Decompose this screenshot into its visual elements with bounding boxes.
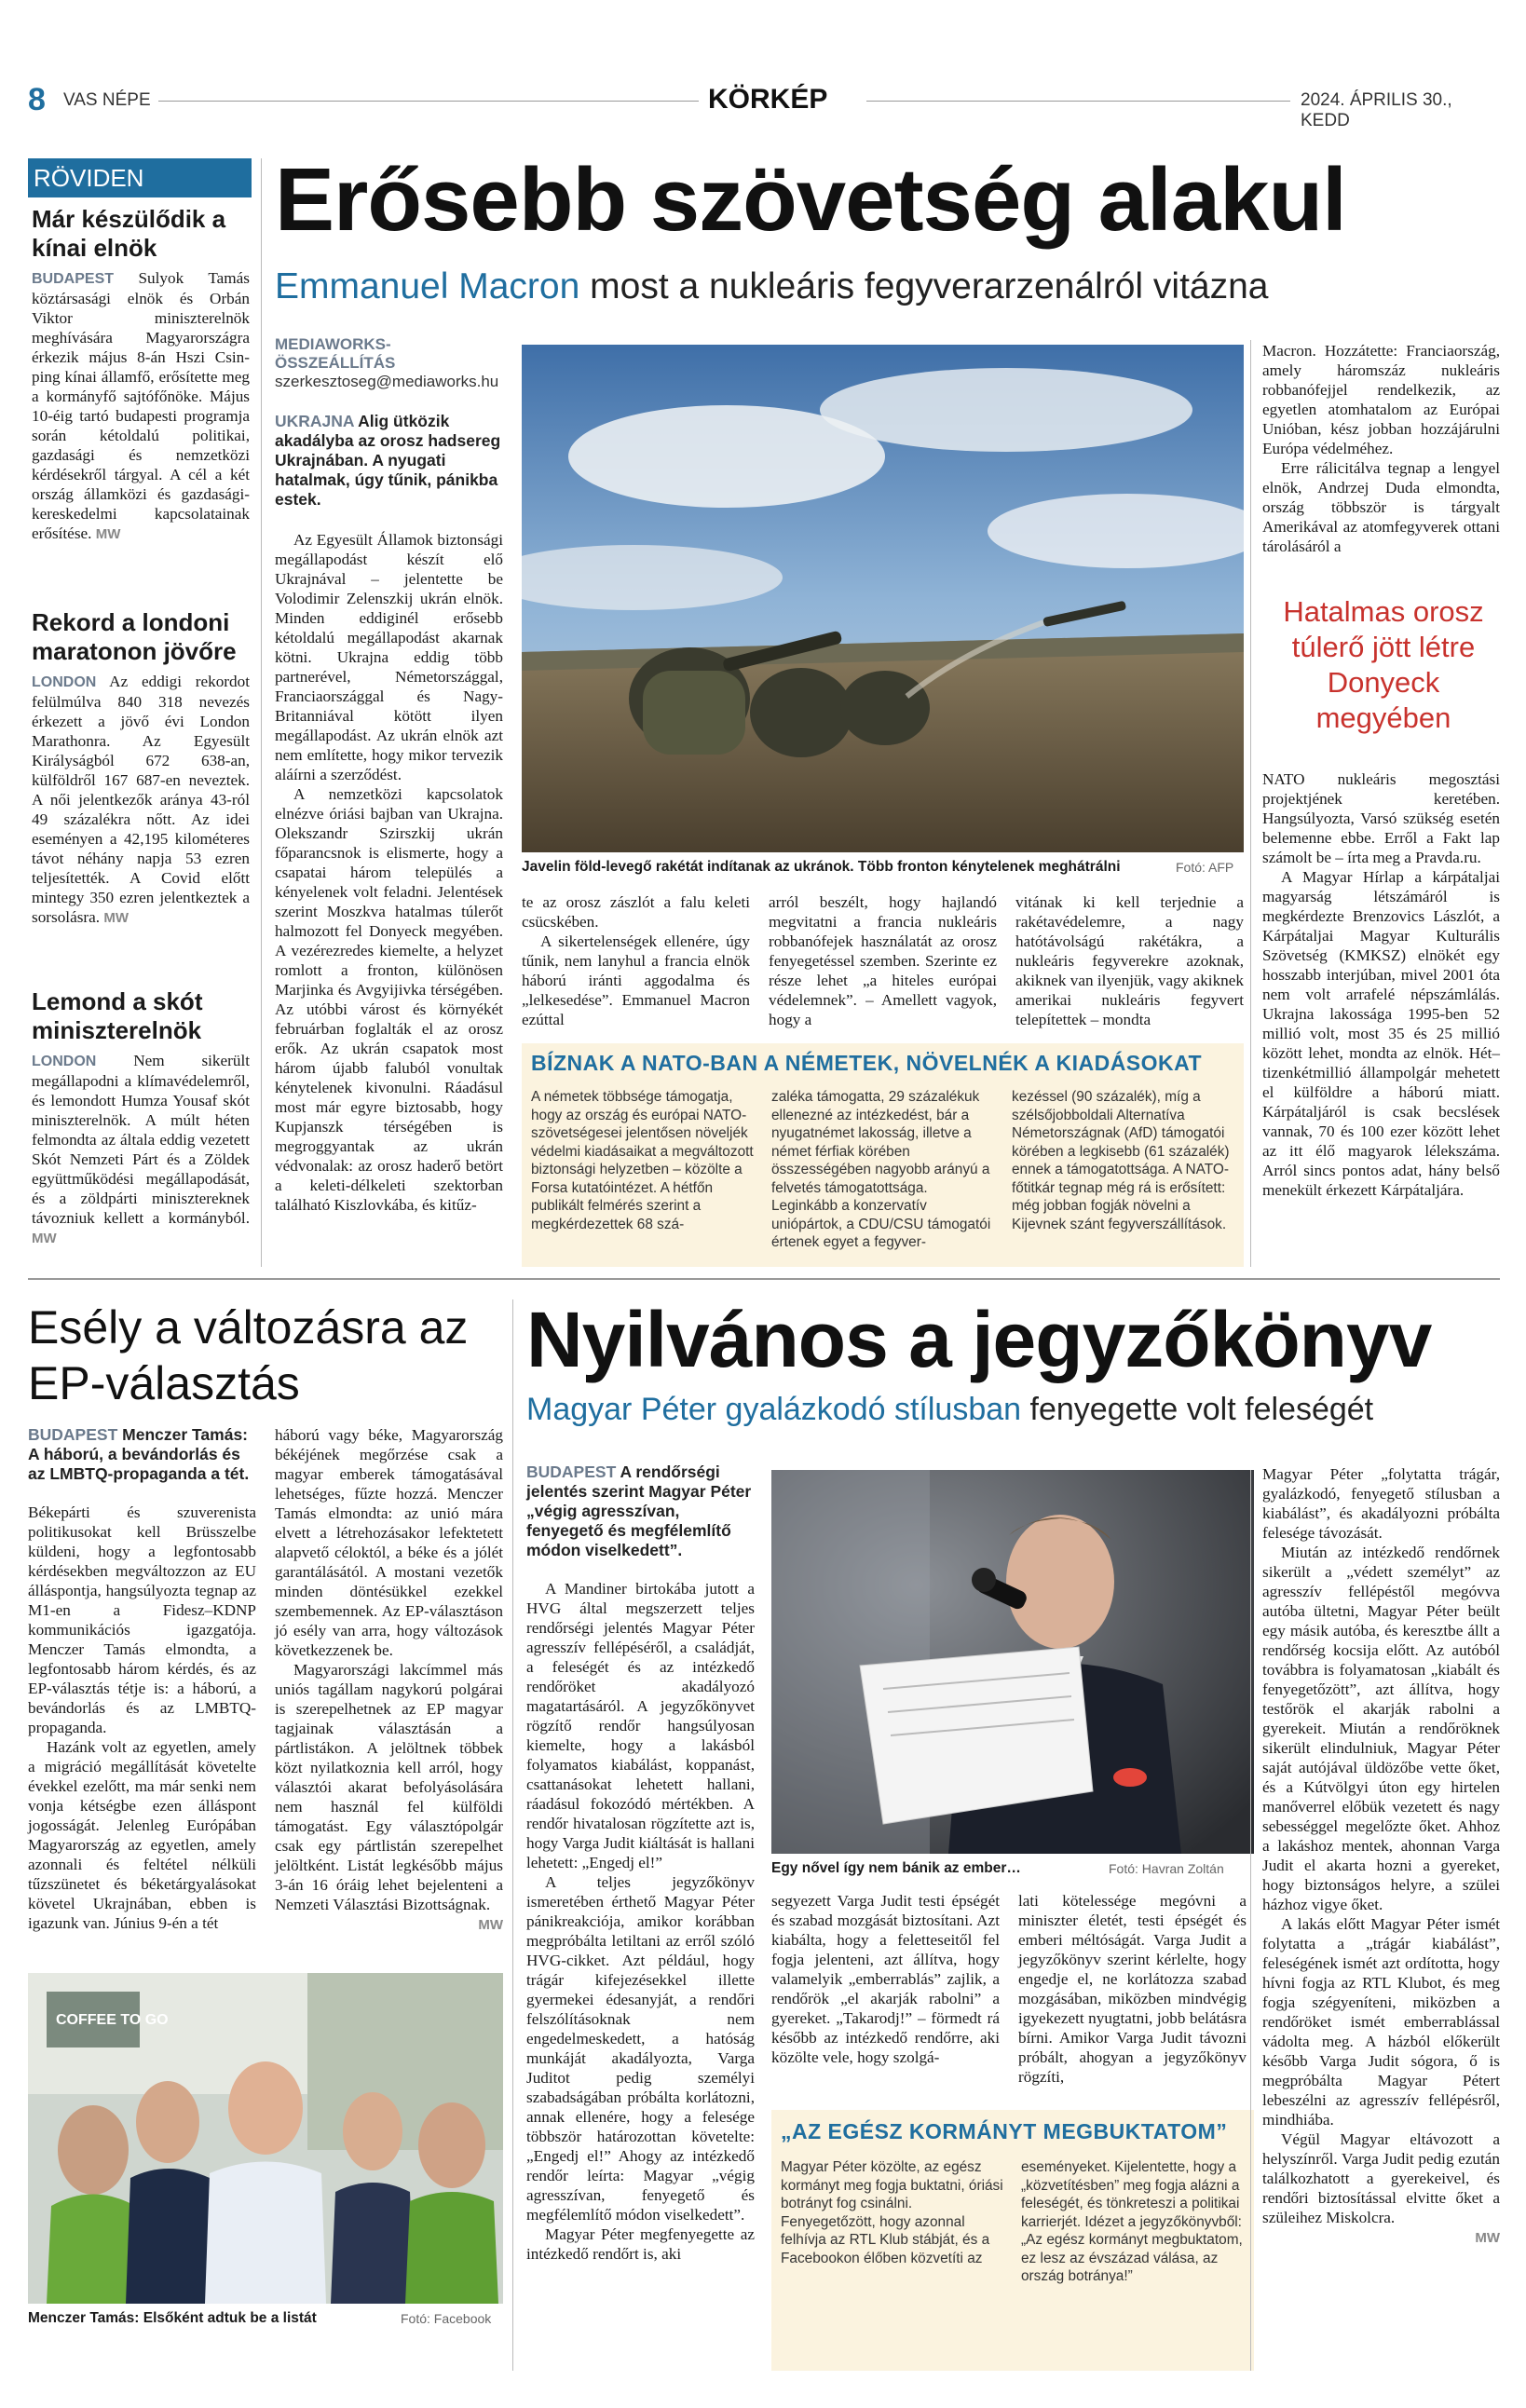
story3-col3: lati kötelessége megóvni a miniszter életét, testi épségét és emberi méltóságát. Varga Judit a jegyzőkönyv szerint kérlelte, hogy engedje el, ne korlátozza szabad mozgásában, miközben mindvégig igyekezett nyugtatni, jobb belátásra bírni. Amikor Varga Judit távozni próbált, ahogyan a jegyzőkönyv rögzíti, [1018,1892,1247,2086]
brief-sign: MW [32,1231,57,1246]
nato-box-col2: zaléka támogatta, 29 százalékuk ellenezné az intézkedést, bár a nyugatnémet lakosság, illetve a német férfiak körében összességében nagyobb arányú a felvetés támogatottsága. Leginkább a konzervatív uniópártok, a CDU/CSU támogatói értenek egyet a fegyver- [771,1089,991,1250]
brief-location: LONDON [32,674,97,690]
story2-photo-menczer [28,1973,503,2304]
brief-location: LONDON [32,1054,97,1069]
brief-sign: MW [103,910,129,926]
brief-item [32,608,250,928]
brief-text: Nem sikerült megállapodni a klímavédelemről, és lemondott Humza Yousaf skót miniszterelnök. A múlt héten felmondta az általa eddig vezetett Skót Nemzeti Párt és a Zöldek együttműködési megállapodását, és a zöldpárti minisztereknek távozniuk kellett a kormányból. [32,1052,251,1227]
story3-subheadline [526,1390,1500,1429]
section-name: KÖRKÉP [708,84,828,115]
story1-email[interactable]: szerkesztoseg@mediaworks.hu [275,373,499,390]
page-number: 8 [28,82,46,117]
story1-col5b: NATO nukleáris megosztási projektjének keretében. Hangsúlyozta, Varsó szükség esetén belemenne ebbe. Erről a Fakt lap számolt be – írta meg a Pravda.ru. A Magyar Hírlap a kárpátaljai magyarság létszámáról is megkérdezte Brenzovics Lászlót, a Kárpátaljai Magyar Kulturális Szövetség (KMKSZ) elnökét egy hosszabb interjúban, mivel 2001 óta nem volt arrafelé népszámlálás. Ukrajna lakossága 1995-ben 52 millió volt, most 35 és 25 millió között lehet, mondta az elnök. Hét–tizenkétmillió állampolgár mehetett el külföldre a háború miatt. Kárpátaljáról is csak becslések vannak, 70 és 100 ezer között lehet az itt élő magyarok lélekszáma. Arról sincs pontos adat, hány belső menekült érkezett Kárpátaljára. [1262,770,1500,1199]
story3-sub-highlight: Magyar Péter gyalázkodó stílusban [526,1392,1022,1427]
story1-col2: te az orosz zászlót a falu keleti csücskében. A sikertelenségek ellenére, úgy tűnik, nem lanyhul a francia elnök háború iránti aggodalma és „lelkesedése”. Emmanuel Macron ezúttal [522,893,750,1028]
story1-sub-rest: most a nukleáris fegyverarzenálról vitázna [590,266,1269,306]
nato-box-col1: A németek többsége támogatja, hogy az ország és európai NATO-szövetségesei jelentősen növeljék védelmi kiadásaikat a megváltozott biztonsági helyzetben – közölte a Forsa kutatóintézet. A hétfőn publikált felmérés szerint a megkérdezettek 68 szá- [531,1089,754,1232]
story2-photo-caption: Menczer Tamás: Elsőként adtuk be a listát [28,2310,317,2326]
paragraph: A nemzetközi kapcsolatok elnézve óriási bajban van Ukrajna. Olekszandr Szirszkij ukrán főparancsnok is elismerte, hogy a csapatai három település a kényelenek volt feladni. Jelentések szerint Moszkva hatalmas túlerőt halmozott fel Donyeck megyében. A vezérezredes kiemelte, a helyzet romlott a fronton, különösen Marjinka és Avgyijivka térségében. Az utóbbi várost és környékét februárban foglalták el az orosz erők. Az ukrán csapatok most három újabb faluból vonultak kénytelenek kivonulni. Ráadásul most már egyre biztosabb, hogy Kupjanszk térségében is megroggyantak az ukrán védvonalak: az orosz haderő betört a keleti-délkeleti szektorban található Kiszlovkába, és kitűz- [275,785,503,1214]
story2-col1: BUDAPEST Menczer Tamás: A háború, a bevándorlás és az LMBTQ-propaganda a tét. Békepárti és szuverenista politikusokat kell Brüsszelbe küldeni, hogy a legfontosabb kérdésekben megváltozzon az EU álláspontja, hangsúlyozta tegnap az M1-en a Fidesz–KDNP kommunikációs igazgatója. Menczer Tamás elmondta, a legfontosabb három kérdés, és az EP-választás tétje is: a háború, a bevándorlás és az LMBTQ-propaganda. Hazánk volt az egyetlen, amely a migráció megállítását követelte évekkel ezelőtt, ma már senki nem vonja kétségbe ezen álláspont jogosságát. Jelenleg Európában Magyarország az egyetlen, amely azonnali és feltétel nélküli tűzszünetet és béketárgyalásokat követel Ukrajnában, ebben is igazunk van. Június 9-én a tét [28,1425,256,1932]
paper-name: VAS NÉPE [63,90,151,110]
story1-col4: vitának ki kell terjednie a rakétavédelemre, a nagy hatótávolságú rakétákra, a nukleáris fegyverekre azoknak, akiknek van ilyenjük, vagy akiknek amerikai nukleáris fegyvert telepítettek – mondta [1015,893,1244,1028]
brief-sign: MW [95,526,121,542]
kormany-box-col1: Magyar Péter közölte, az egész kormányt meg fogja buktatni, óriási botrányt fog csinálni. Fenyegetőzött, hogy azonnal felhívja az RTL Klub stábját, és a Facebookon élőben közvetíti az [781,2159,1003,2266]
nato-box-col3: kezéssel (90 százalék), míg a szélsőjobboldali Alternatíva Németországnak (AfD) támogatói körében a legkisebb (61 százalék) ennek a támogatottsága. A NATO-főtitkár tegnap még rá is erősített: még jobban fogják növelni a Kijevnek szánt fegyverszállítások. [1012,1089,1230,1232]
brief-item [32,987,250,1248]
story1-photo-credit: Fotó: AFP [1176,860,1234,875]
story3-headline: Nyilvános a jegyzőkönyv [526,1296,1432,1383]
paragraph: Az Egyesült Államok biztonsági megállapodást készít elő Ukrajnával – jelentette be Volodimir Zelenszkij ukrán elnök. Minden eddiginél erősebb kétoldalú megállapodást akarnak kötni. Ukrajna eddig több partnerével, Németországgal, Franciaországgal és Nagy-Britanniával kötött ilyen megállapodást. Az ukrán elnök azt nem említette, hogy mikor tervezik aláírni a szerződést. [275,531,503,783]
story2-photo-credit: Fotó: Facebook [401,2311,492,2326]
brief-item [32,205,250,544]
story3-photo-speaker [771,1470,1254,1854]
story1-kicker: UKRAJNA [275,412,354,430]
story1-photo-javelin [522,345,1244,852]
story1-lead: UKRAJNA Alig ütközik akadályba az orosz hadsereg Ukrajnában. A nyugati hatalmak, úgy tűnik, pánikba estek. [275,412,501,509]
page-header [28,82,1500,130]
story1-col3: arról beszélt, hogy hajlandó megvitatni a francia nukleáris robbanófejek használatát az orosz fenyegetéssel szemben. Szerinte ez része lehet „a hiteles európai védelemnek”. – Amellett vagyok, hogy a [769,893,997,1028]
story2-kicker: BUDAPEST [28,1425,118,1444]
story1-headline: Erősebb szövetség alakul [275,150,1346,250]
brief-text: Az eddigi rekordot felülmúlva 840 318 nevezés érkezett a jövő évi London Marathonra. Az Egyesült Királyságból 672 638-an, külföldről 167 687-en neveztek. A női jelentkezők aránya 43-ról 49 százalékra nőtt. Az idei eseményen a 42,195 kilométeres távot néhány napja 53 ezren teljesítették. A Covid előtt mintegy 350 ezren jelentkeztek a sorsolásra. [32,673,250,926]
story3-sub-rest: fenyegette volt feleségét [1029,1392,1374,1427]
story1-col5: Macron. Hozzátette: Franciaország, amely háromszáz nukleáris robbanófejjel rendelkezik, az egyetlen atomhatalom az Európai Unióban, kész jobban hozzájárulni Európa védelméhez. Erre rálicitálva tegnap a lengyel elnök, Andrzej Duda elmondta, ország többször is tárgyalt Amerikával az atomfegyverek ottani tárolásáról a [1262,342,1500,555]
story1-pullquote: Hatalmas orosz túlerő jött létre Donyeck megyében [1283,595,1484,734]
story3-kicker: BUDAPEST [526,1462,617,1481]
story3-photo-caption: Egy nővel így nem bánik az ember… [771,1860,1021,1876]
coffee-sign-text: COFFEE TO GO [56,2012,169,2028]
roviden-sidebar [28,158,252,1267]
story1-photo-caption: Javelin föld-levegő rakétát indítanak az ukránok. Több fronton kénytelenek meghátrálni [522,859,1121,875]
story1-byline: MEDIAWORKS-ÖSSZEÁLLÍTÁS [275,335,396,372]
story3-lead: A rendőrségi jelentés szerint Magyar Péter „végig agresszívan, fenyegető és megfélemlítő módon viselkedett”. [526,1462,752,1559]
nato-box [522,1043,1244,1267]
story1-col1 [275,335,503,1215]
kormany-box [771,2110,1254,2371]
story3-sign: MW [1475,2230,1500,2246]
story3-col2: segyezett Varga Judit testi épségét és szabad mozgását biztosítani. Azt kiabálta, hogy a feletteseitől fel fogja jelenteni, azt állítva, hogy valamelyik „emberrablás” zajlik, a rendőrök „el akarják rabolni” a gyereket. „Takarodj!” – förmedt rá később az intézkedő rendőrre, aki közölte vele, hogy szolgá- [771,1892,1000,2066]
story2-headline: Esély a változásra az EP-választás [28,1301,469,1409]
brief-title: Rekord a londoni maratonon jövőre [32,608,237,665]
story1-sub-highlight: Emmanuel Macron [275,266,580,306]
brief-title: Lemond a skót miniszterelnök [32,987,203,1044]
story2-lead: Menczer Tamás: A háború, a bevándorlás és az LMBTQ-propaganda a tét. [28,1425,250,1483]
paragraph: A sikertelenségek ellenére, úgy tűnik, nem lanyhul a francia elnök háború iránti aggodalma és „lelkesedése”. Emmanuel Macron ezúttal [522,932,750,1028]
nato-box-title: BÍZNAK A NATO-BAN A NÉMETEK, NÖVELNÉK A KIADÁSOKAT [531,1051,1203,1075]
kormany-box-title: „AZ EGÉSZ KORMÁNYT MEGBUKTATOM” [781,2119,1228,2143]
story3-col4: Magyar Péter „folytatta trágár, gyalázkodó, fenyegető stílusban a kiabálást”, és akadályozni próbálta felesége távozását. Miután az intézkedő rendőrnek sikerült a „védett személyt” az agresszív fellépéstől megóvva autóba ültetni, Magyar Péter beült egy másik autóba, és keresztbe állt a rendőrség kocsija előtt. Az autóból továbbra is folyamatosan „kiabált és fenyegetőzött”, azt állítva, hogy testőrök el akarják rabolni a gyerekeit. Miután a rendőröknek sikerült elindulniuk, Magyar Péter saját autójával üldözőbe vette őket, és a Kútvölgyi úton egy hirtelen manőverrel előbük vezetett és nagy sebességgel megelőzte őket. Ahhoz a lakáshoz mentek, ahonnan Varga Judit el akarta hozni a gyereket, hogy biztonságos helyre, a szülei házhoz vigye őket. A lakás előtt Magyar Péter ismét folytatta a „trágár kiabálást”, feleségének ismét azt ordította, hogy hívni fogja az RTL Klubot, és meg fogja szégyeníteni, miközben a rendőröket ismét emberrablással vádolta meg. A házból előkerült később Varga Judit sógora, ő is megpróbálta Magyar Pétert lebeszélni az agresszív fellépésről, mindhiába. Végül Magyar eltávozott a helyszínről. Varga Judit pedig ezután találkozhatott a gyerekeivel, és rendőri biztosítással elvitte őket a szüleihez Miskolcra. MW [1262,1465,1500,2246]
story2-col2: háború vagy béke, Magyarország békéjének megőrzése csak a magyar emberek támogatásával lehetséges, fűzte hozzá. Menczer Tamás elmondta: az unió mára elvett a létrehozásakor lefektetett alapvető céloktól, a béke és a jólét garantálásától. A mostani vezetők minden döntésükkel ezekkel szembemennek. Az EP-választáson jó esély van arra, hogy változások következzenek be. Magyarországi lakcímmel más uniós tagállam nagykorú polgárai is szerepelhetnek az EP magyar tagjainak választásán a pártlistákon. A jelöltnek többek közt nyilatkoznia kell arról, hogy választói akarat befolyásolására nem használ fel külföldi támogatást. Egy választópolgár csak egy pártlistán szerepelhet jelöltként. Listát legkésőbb május 3-án 16 óráig lehet bejelenteni a Nemzeti Választási Bizottságnak. MW [275,1426,503,1933]
brief-title: Már készülődik a kínai elnök [32,205,226,262]
story1-subheadline [275,265,1505,308]
story3-photo-credit: Fotó: Havran Zoltán [1109,1861,1224,1876]
page-date: 2024. ÁPRILIS 30., KEDD [1301,90,1452,130]
story2-sign: MW [478,1917,503,1933]
roviden-label: RÖVIDEN [28,158,252,197]
kormany-box-col2: eseményeket. Kijelentette, hogy a „közvetítésben” meg fogja alázni a feleségét, és tönkreteszi a politikai karrierjét. Idézet a jegyzőkönyvből: „Az egész kormányt megbuktatom, ez lesz az évszázad válása, az ország botránya!” [1021,2159,1243,2284]
story3-col1: BUDAPEST A rendőrségi jelentés szerint Magyar Péter „végig agresszívan, fenyegető és megfélemlítő módon viselkedett”. A Mandiner birtokába jutott a HVG által megszerzett teljes rendőrségi jelentés Magyar Péter agresszív fellépéséről, a családját, a feleségét és az intézkedő rendőröket akadályozó magatartásáról. A jegyzőkönyvet rögzítő rendőr hangsúlyosan kiemelte, hogy a lakásból folyamatos kiabálást, koppanást, csattanásokat lehetett hallani, ráadásul fokozódó mértékben. A rendőr hivatalosan rögzítette azt is, hogy Varga Judit kiáltását is hallani lehetett: „Engedj el!” A teljes jegyzőkönyv ismeretében érthető Magyar Péter pánikreakciója, amikor korábban megpróbálta letiltani az erről szóló HVG-cikket. Azt például, hogy trágár kifejezésekkel illette gyermekei édesanyját, a rendőri felszólításoknak nem engedelmeskedett, a hatóság munkáját akadályozta, Varga Juditot pedig személyi szabadságában próbálta korlátozni, annak ellenére, hogy a felesége többször határozottan követelte: „Engedj el!” Ahogy az intézkedő rendőr leírta: Magyar „végig agresszívan, fenyegető és megfélemlítő módon viselkedett”. Magyar Péter megfenyegette az intézkedő rendőrt is, aki [526,1462,755,2263]
brief-text: Sulyok Tamás köztársasági elnök és Orbán Viktor miniszterelnök meghívására Magyarországra érkezik május 8-án Hszi Csin-ping kínai államfő, erősítette meg a kormányfő sajtófőnöke. Május 10-éig tartó budapesti programja során kétoldalú politikai, gazdasági és nemzetközi kérdésekről tárgyal. A cél a két ország államközi és gazdasági-kereskedelmi kapcsolatainak erősítése. [32,269,250,542]
brief-location: BUDAPEST [32,271,115,287]
